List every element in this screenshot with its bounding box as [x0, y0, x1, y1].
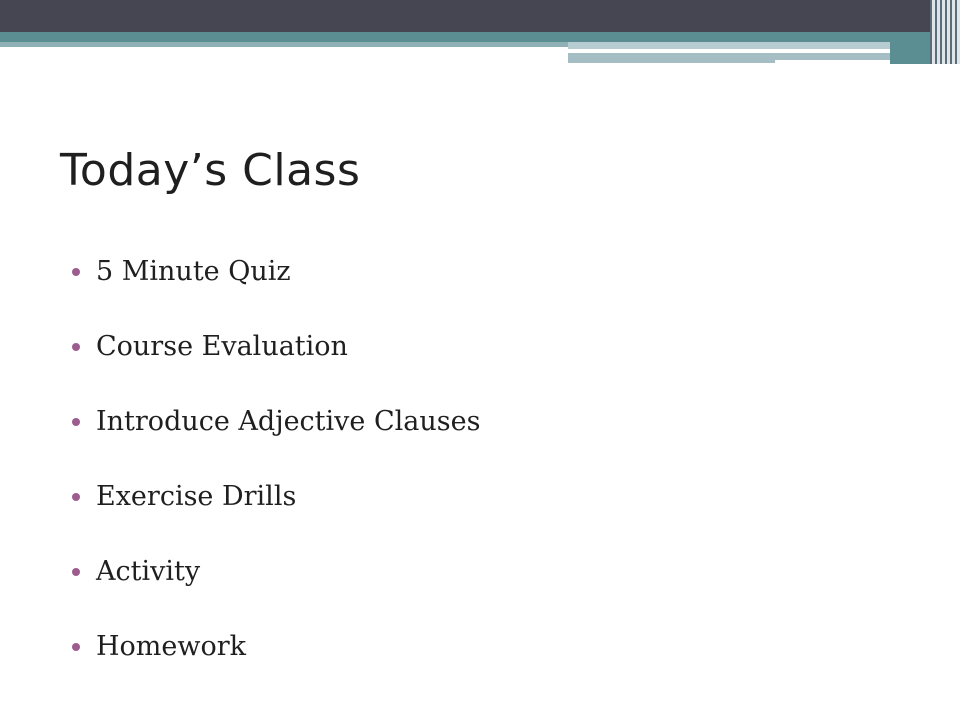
slide-title: Today’s Class: [60, 145, 361, 196]
header-light-teal-bar: [0, 42, 568, 47]
bullet-text: Exercise Drills: [96, 481, 297, 512]
bullet-text: Homework: [96, 631, 247, 662]
header-right-strip-top: [568, 42, 890, 49]
list-item: [72, 459, 480, 534]
header-right-strip-gap: [775, 60, 890, 63]
header-dark-bar: [0, 0, 960, 32]
header-teal-bar: [0, 32, 960, 42]
bullet-dot-icon: [72, 493, 80, 501]
list-item: [72, 609, 480, 684]
bullet-dot-icon: [72, 268, 80, 276]
list-item: [72, 309, 480, 384]
bullet-dot-icon: [72, 568, 80, 576]
bullet-dot-icon: [72, 418, 80, 426]
bullet-text: Introduce Adjective Clauses: [96, 406, 481, 437]
bullet-text: 5 Minute Quiz: [96, 256, 291, 287]
bullet-text: Activity: [96, 556, 201, 587]
header-right-end-block: [890, 42, 930, 64]
header-vertical-lines: [930, 0, 960, 64]
bullet-list: [72, 234, 480, 684]
list-item: [72, 384, 480, 459]
list-item: [72, 234, 480, 309]
bullet-dot-icon: [72, 643, 80, 651]
bullet-text: Course Evaluation: [96, 331, 348, 362]
list-item: [72, 534, 480, 609]
bullet-dot-icon: [72, 343, 80, 351]
